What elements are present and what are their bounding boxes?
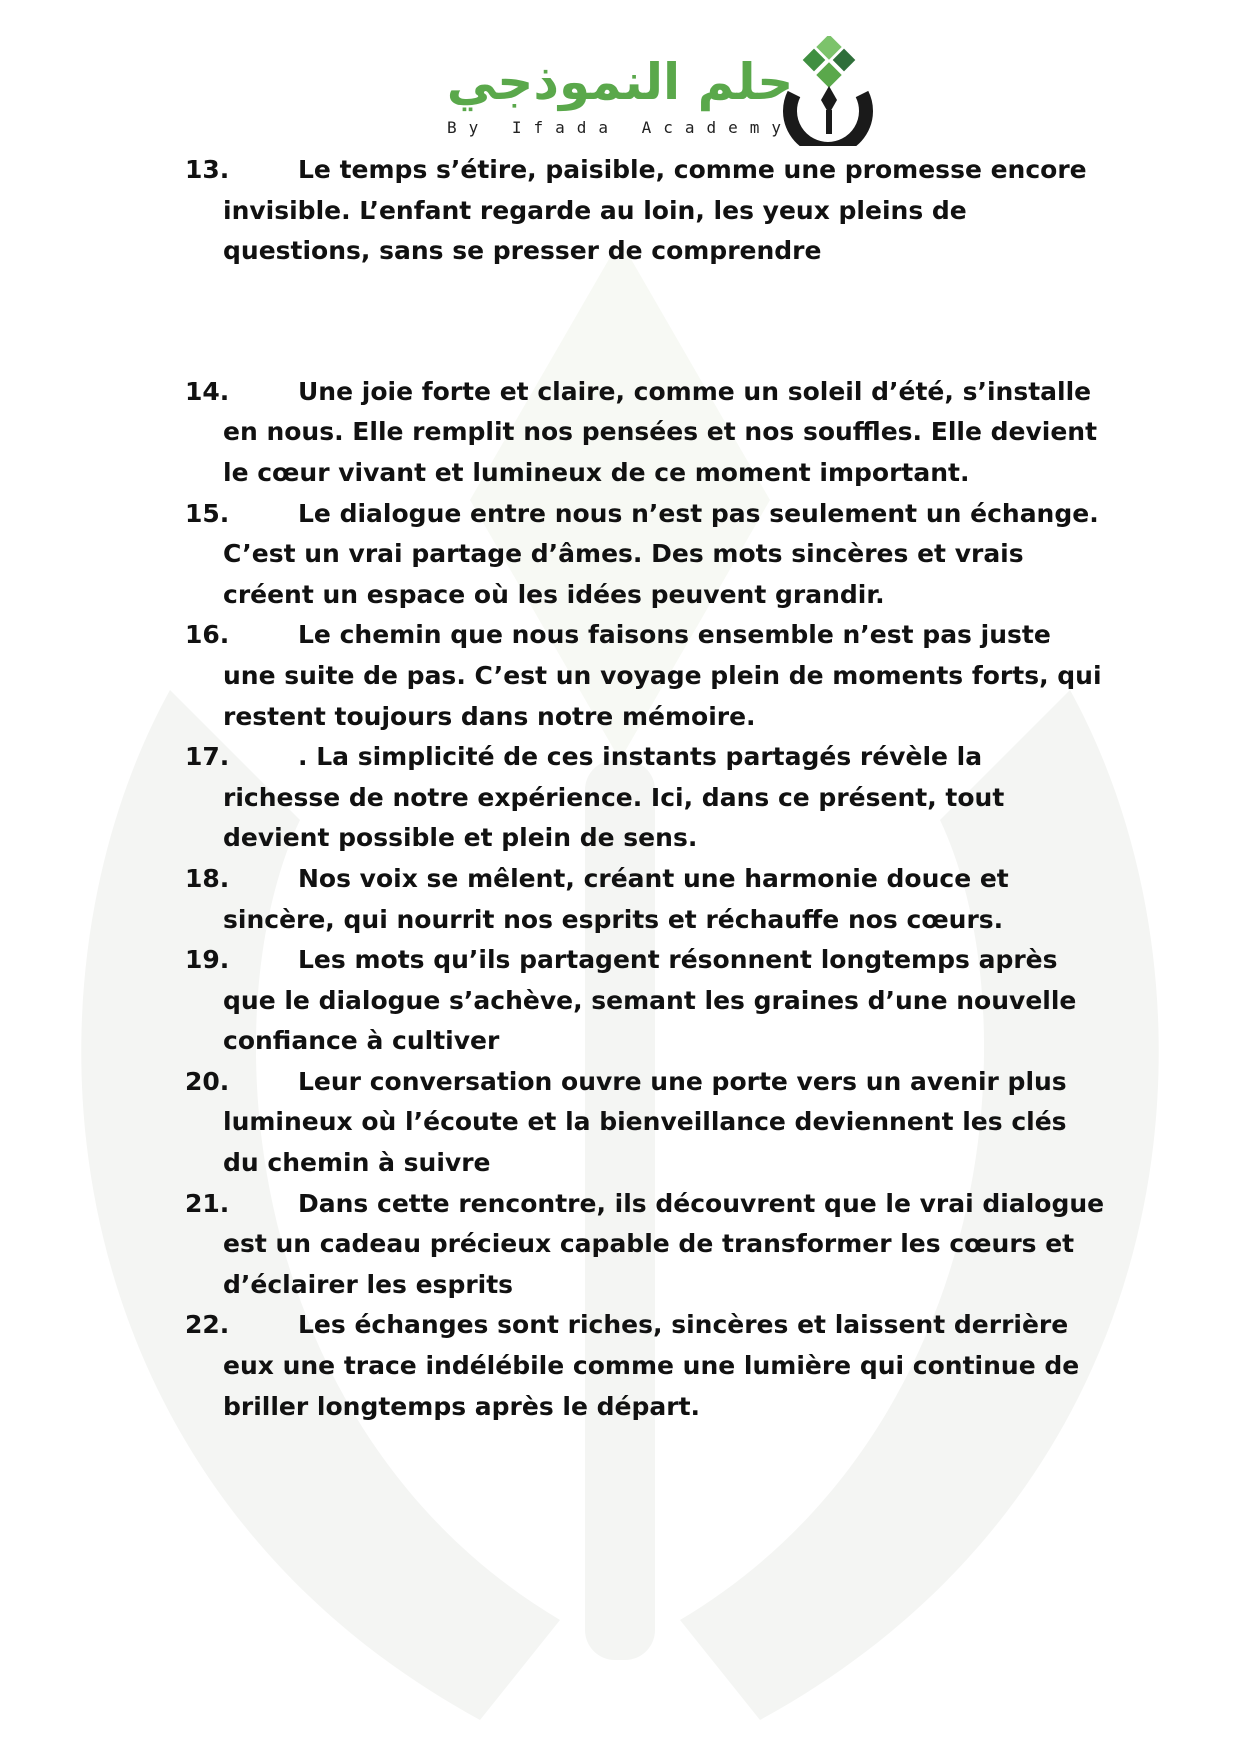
list-item: [185, 1062, 1105, 1184]
item-number: 20.: [185, 1066, 230, 1096]
list-item: [185, 737, 1105, 859]
item-text: Le chemin que nous faisons ensemble n’est pas juste une suite de pas. C’est un voyage plein de moments forts, qui restent toujours dans notre mémoire.: [223, 620, 1102, 731]
numbered-list: [185, 150, 1105, 1427]
item-text: Leur conversation ouvre une porte vers un avenir plus lumineux où l’écoute et la bienveillance deviennent les clés du chemin à suivre: [223, 1066, 1067, 1178]
list-item: [185, 1184, 1105, 1306]
item-text: Nos voix se mêlent, créant une harmonie douce et sincère, qui nourrit nos esprits et réchauffe nos cœurs.: [223, 863, 1009, 934]
item-text: Les échanges sont riches, sincères et laissent derrière eux une trace indélébile comme une lumière qui continue de briller longtemps après le départ.: [223, 1310, 1080, 1421]
item-text: Dans cette rencontre, ils découvrent que le vrai dialogue est un cadeau précieux capable de transformer les cœurs et d’éclairer les esprits: [223, 1188, 1105, 1299]
item-text: Une joie forte et claire, comme un soleil d’été, s’installe en nous. Elle remplit nos pensées et nos souffles. Elle devient le cœur vivant et lumineux de ce moment important.: [223, 376, 1098, 487]
item-text: Le temps s’étire, paisible, comme une promesse encore invisible. L’enfant regarde au loin, les yeux pleins de questions, sans se presser de comprendre: [223, 155, 1087, 266]
item-text: Le dialogue entre nous n’est pas seulement un échange. C’est un vrai partage d’âmes. Des mots sincères et vrais créent un espace où les idées peuvent grandir.: [223, 498, 1099, 609]
list-item: [185, 859, 1105, 940]
spacer: [185, 272, 1105, 372]
item-number: 17.: [185, 742, 230, 772]
item-number: 14.: [185, 376, 230, 406]
list-item: [185, 494, 1105, 616]
list-item: [185, 372, 1105, 494]
item-number: 19.: [185, 945, 230, 975]
item-text: . La simplicité de ces instants partagés révèle la richesse de notre expérience. Ici, dans ce présent, tout devient possible et plein de sens.: [223, 742, 1005, 853]
list-item: [185, 615, 1105, 737]
page-header: [420, 30, 870, 150]
list-item: [185, 1305, 1105, 1427]
logo-subtitle: By Ifada Academy: [446, 118, 794, 137]
list-item: [185, 150, 1105, 272]
item-number: 15.: [185, 498, 230, 528]
item-number: 16.: [185, 620, 230, 650]
item-number: 18.: [185, 863, 230, 893]
leaf-emblem-icon: [780, 36, 876, 146]
logo-arabic-wordmark: حلم النموذجي: [446, 53, 794, 111]
item-number: 21.: [185, 1188, 230, 1218]
item-number: 22.: [185, 1310, 230, 1340]
item-text: Les mots qu’ils partagent résonnent longtemps après que le dialogue s’achève, semant les graines d’une nouvelle confiance à cultiver: [223, 945, 1077, 1056]
item-number: 13.: [185, 155, 230, 184]
list-item: [185, 940, 1105, 1062]
